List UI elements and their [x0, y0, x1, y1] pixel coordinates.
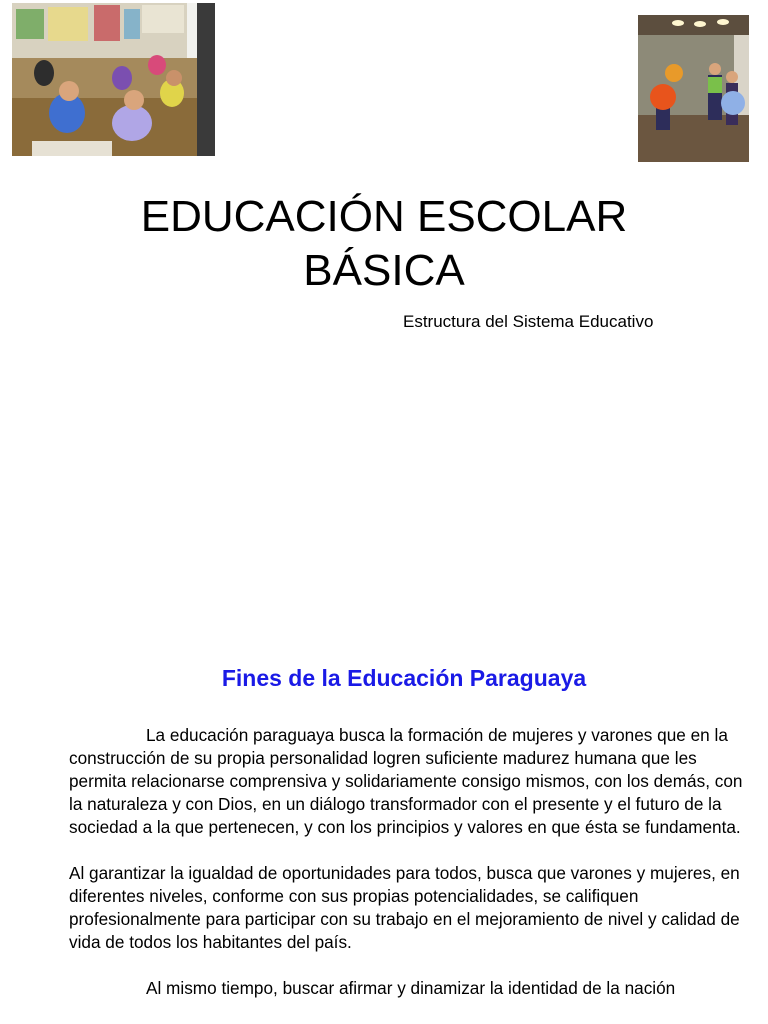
page-title-line-1: EDUCACIÓN ESCOLAR	[140, 192, 628, 241]
classroom-photo-icon	[12, 3, 215, 156]
paragraph-1: La educación paraguaya busca la formación de mujeres y varones que en la construcción de su propia personalidad logren suficiente madurez humana que les permita relacionarse comprensiva y solidariamente consigo mismos, con los demás, con la naturaleza y con Dios, en un diálogo transformador con el presente y el futuro de la sociedad a la que pertenecen, y con los principios y valores en que ésta se fundamenta.	[69, 725, 743, 837]
page-subtitle: Estructura del Sistema Educativo	[403, 312, 654, 331]
performance-photo	[638, 15, 749, 162]
page-title	[0, 190, 768, 298]
body-text	[69, 724, 749, 1023]
performance-photo-icon	[638, 15, 749, 162]
section-heading: Fines de la Educación Paraguaya	[221, 665, 587, 691]
page-title-line-2: BÁSICA	[303, 246, 465, 295]
paragraph-2: Al garantizar la igualdad de oportunidades para todos, busca que varones y mujeres, en diferentes niveles, conforme con sus propias potencialidades, se califiquen profesionalmente para participar con su trabajo en el mejoramiento de nivel y calidad de vida de todos los habitantes del país.	[69, 863, 740, 952]
classroom-photo	[12, 3, 215, 156]
paragraph-3: Al mismo tiempo, buscar afirmar y dinamizar la identidad de la nación	[146, 978, 676, 998]
